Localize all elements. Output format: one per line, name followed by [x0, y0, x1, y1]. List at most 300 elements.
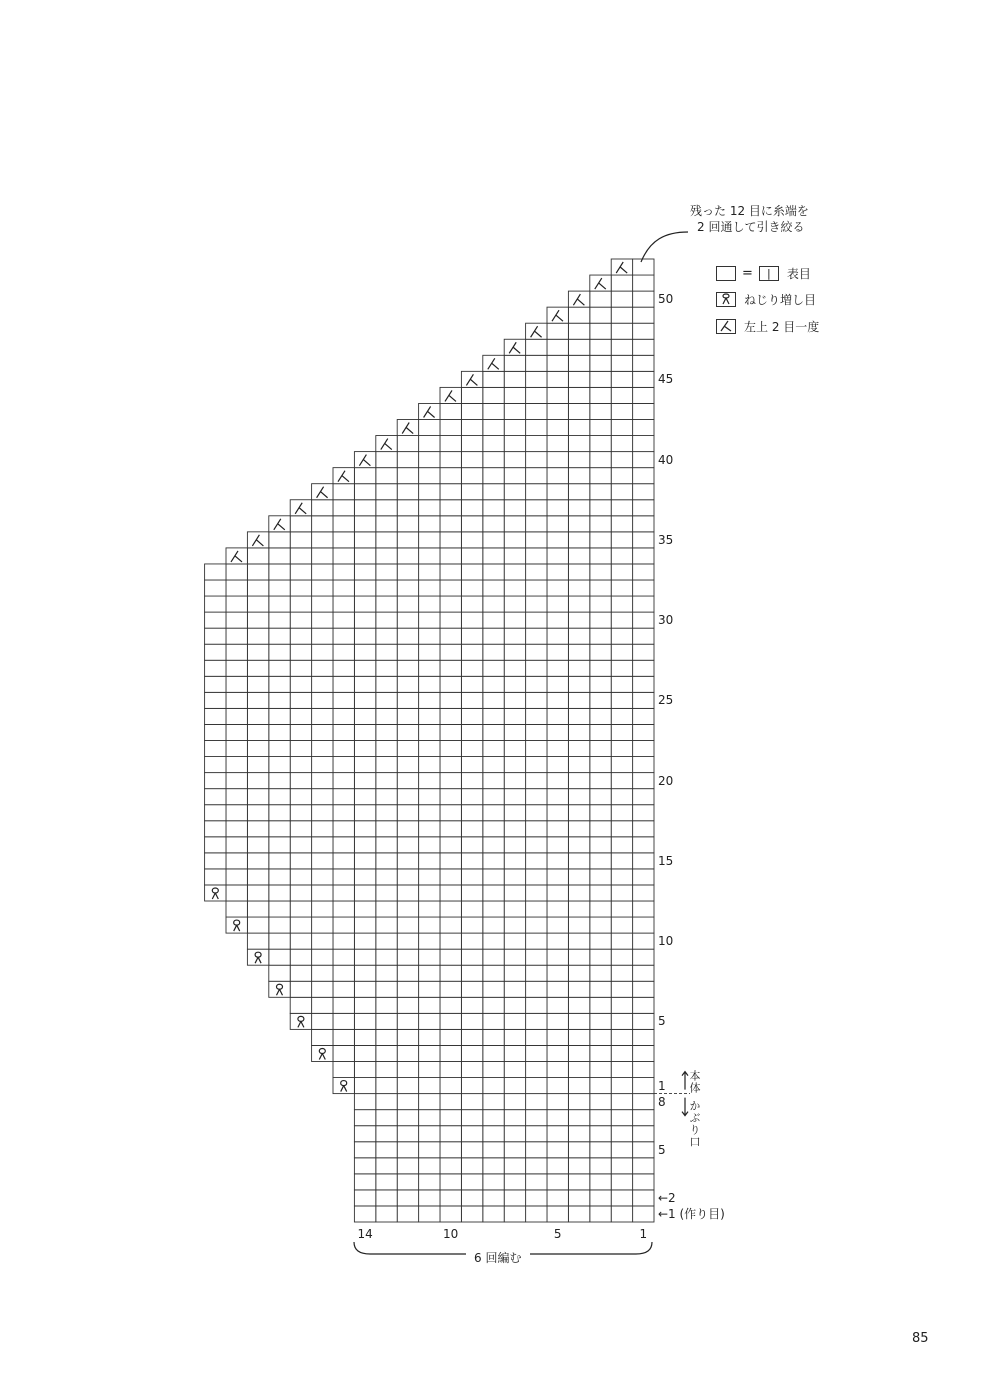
grid-cell [568, 468, 589, 484]
grid-cell [483, 516, 504, 532]
grid-cell [333, 644, 354, 660]
grid-cell [354, 997, 375, 1013]
grid-cell [504, 548, 525, 564]
grid-cell [397, 741, 418, 757]
grid-cell [504, 1174, 525, 1190]
grid-cell [397, 949, 418, 965]
grid-cell [354, 1094, 375, 1110]
grid-cell [333, 516, 354, 532]
grid-cell [397, 692, 418, 708]
grid-cell [312, 997, 333, 1013]
grid-cell [354, 676, 375, 692]
grid-cell [205, 773, 226, 789]
grid-cell [526, 949, 547, 965]
grid-cell [397, 580, 418, 596]
grid-cell [590, 901, 611, 917]
grid-cell [483, 484, 504, 500]
grid-cell [376, 1013, 397, 1029]
grid-cell [333, 1029, 354, 1045]
grid-cell [590, 837, 611, 853]
grid-cell [397, 757, 418, 773]
grid-cell [547, 1062, 568, 1078]
grid-cell [333, 981, 354, 997]
grid-cell [568, 1158, 589, 1174]
grid-cell [611, 692, 632, 708]
grid-cell [590, 644, 611, 660]
grid-cell [461, 644, 482, 660]
grid-cell [440, 1078, 461, 1094]
grid-cell [290, 757, 311, 773]
grid-cell [483, 885, 504, 901]
grid-cell [504, 805, 525, 821]
grid-cell [461, 1110, 482, 1126]
grid-cell [354, 1190, 375, 1206]
grid-cell [611, 1190, 632, 1206]
grid-cell [226, 789, 247, 805]
grid-cell [568, 805, 589, 821]
grid-cell [526, 773, 547, 789]
grid-cell [633, 1062, 654, 1078]
grid-cell [483, 757, 504, 773]
grid-cell [526, 436, 547, 452]
grid-cell [611, 724, 632, 740]
top-note-line1: 残った 12 目に糸端を [690, 204, 809, 218]
grid-cell [504, 452, 525, 468]
grid-cell [397, 1029, 418, 1045]
grid-cell [461, 1094, 482, 1110]
grid-cell [568, 885, 589, 901]
grid-cell [312, 917, 333, 933]
grid-cell [247, 580, 268, 596]
grid-cell [568, 307, 589, 323]
grid-cell [568, 997, 589, 1013]
grid-cell [440, 468, 461, 484]
grid-cell [247, 676, 268, 692]
grid-cell [504, 837, 525, 853]
grid-cell [312, 949, 333, 965]
grid-cell [333, 548, 354, 564]
grid-cell [483, 1013, 504, 1029]
grid-cell [333, 997, 354, 1013]
grid-cell [611, 307, 632, 323]
grid-cell [526, 981, 547, 997]
grid-cell [354, 724, 375, 740]
grid-cell [247, 660, 268, 676]
grid-cell [461, 741, 482, 757]
grid-cell [376, 805, 397, 821]
grid-cell [590, 1045, 611, 1061]
repeat-note: 6 回編む [474, 1251, 522, 1265]
grid-cell [333, 965, 354, 981]
grid-cell [504, 1013, 525, 1029]
grid-cell [633, 339, 654, 355]
grid-cell [269, 901, 290, 917]
grid-cell [354, 708, 375, 724]
grid-cell [440, 1062, 461, 1078]
grid-cell [440, 500, 461, 516]
grid-cell [568, 741, 589, 757]
grid-cell [483, 1174, 504, 1190]
grid-cell [611, 885, 632, 901]
grid-cell [547, 548, 568, 564]
grid-cell [419, 901, 440, 917]
grid-cell [333, 596, 354, 612]
grid-cell [611, 500, 632, 516]
grid-cell [504, 580, 525, 596]
grid-cell [547, 596, 568, 612]
grid-cell [226, 548, 247, 564]
grid-cell [633, 436, 654, 452]
grid-cell [483, 644, 504, 660]
grid-cell [269, 644, 290, 660]
grid-cell [290, 516, 311, 532]
grid-cell [504, 628, 525, 644]
grid-cell [440, 452, 461, 468]
grid-cell [633, 708, 654, 724]
grid-cell [354, 805, 375, 821]
grid-cell [611, 516, 632, 532]
grid-cell [633, 949, 654, 965]
column-label: 14 [357, 1227, 373, 1241]
grid-cell [568, 837, 589, 853]
grid-cell [290, 821, 311, 837]
grid-cell [419, 821, 440, 837]
grid-cell [397, 1126, 418, 1142]
grid-cell [333, 612, 354, 628]
grid-cell [397, 612, 418, 628]
grid-cell [633, 516, 654, 532]
grid-cell [269, 837, 290, 853]
grid-cell [354, 933, 375, 949]
grid-cell [354, 516, 375, 532]
grid-cell [333, 676, 354, 692]
grid-cell [397, 452, 418, 468]
grid-cell [354, 500, 375, 516]
grid-cell [547, 1190, 568, 1206]
grid-cell [483, 468, 504, 484]
grid-cell [376, 997, 397, 1013]
grid-cell [526, 371, 547, 387]
grid-cell [440, 1158, 461, 1174]
grid-cell [312, 564, 333, 580]
grid-cell [633, 1013, 654, 1029]
grid-cell [376, 1094, 397, 1110]
grid-cell [526, 580, 547, 596]
grid-cell [547, 339, 568, 355]
grid-cell [354, 1126, 375, 1142]
grid-cell [461, 869, 482, 885]
grid-cell [633, 452, 654, 468]
grid-cell [590, 371, 611, 387]
grid-cell [547, 708, 568, 724]
grid-cell [504, 596, 525, 612]
grid-cell [333, 741, 354, 757]
grid-cell [290, 933, 311, 949]
grid-cell [397, 933, 418, 949]
grid-cell [633, 564, 654, 580]
grid-cell [269, 773, 290, 789]
grid-cell [376, 757, 397, 773]
grid-cell [440, 741, 461, 757]
grid-cell [504, 420, 525, 436]
column-label: 1 [639, 1227, 648, 1241]
grid-cell [333, 724, 354, 740]
grid-cell [226, 853, 247, 869]
grid-cell [354, 949, 375, 965]
grid-cell [483, 1045, 504, 1061]
grid-cell [333, 660, 354, 676]
grid-cell [290, 724, 311, 740]
grid-cell [397, 885, 418, 901]
grid-cell [226, 757, 247, 773]
grid-cell [419, 644, 440, 660]
grid-cell [568, 580, 589, 596]
grid-cell [290, 789, 311, 805]
grid-cell [419, 981, 440, 997]
grid-cell [312, 612, 333, 628]
grid-cell [547, 757, 568, 773]
grid-cell [526, 1078, 547, 1094]
grid-cell [611, 869, 632, 885]
grid-cell [568, 1013, 589, 1029]
grid-cell [526, 596, 547, 612]
grid-cell [526, 548, 547, 564]
grid-cell [440, 757, 461, 773]
grid-cell [269, 933, 290, 949]
grid-cell [547, 1158, 568, 1174]
grid-cell [419, 564, 440, 580]
grid-cell [376, 1190, 397, 1206]
grid-cell [226, 885, 247, 901]
grid-cell [376, 965, 397, 981]
grid-cell [504, 1078, 525, 1094]
grid-cell [526, 757, 547, 773]
top-note-line2: 2 回通して引き絞る [697, 220, 805, 234]
grid-cell [633, 596, 654, 612]
grid-cell [590, 660, 611, 676]
grid-cell [397, 853, 418, 869]
grid-cell [397, 917, 418, 933]
grid-cell [568, 965, 589, 981]
grid-cell [611, 997, 632, 1013]
grid-cell [547, 789, 568, 805]
grid-cell [547, 965, 568, 981]
grid-cell [504, 869, 525, 885]
grid-cell [440, 580, 461, 596]
grid-cell [526, 420, 547, 436]
grid-cell [483, 580, 504, 596]
grid-cell [633, 692, 654, 708]
grid-cell [205, 821, 226, 837]
grid-cell [290, 500, 311, 516]
grid-cell [504, 660, 525, 676]
grid-cell [504, 1110, 525, 1126]
grid-cell [633, 612, 654, 628]
grid-cell [376, 853, 397, 869]
grid-cell [547, 1045, 568, 1061]
grid-cell [547, 773, 568, 789]
grid-cell [611, 1158, 632, 1174]
grid-cell [526, 741, 547, 757]
grid-cell [205, 757, 226, 773]
grid-cell [504, 885, 525, 901]
grid-cell [290, 997, 311, 1013]
grid-cell [440, 1094, 461, 1110]
grid-cell [526, 805, 547, 821]
grid-cell [440, 564, 461, 580]
grid-cell [633, 837, 654, 853]
grid-cell [419, 660, 440, 676]
grid-cell [633, 821, 654, 837]
empty-cell-icon [716, 266, 736, 281]
grid-cell [483, 676, 504, 692]
grid-cell [290, 532, 311, 548]
grid-cell [397, 1190, 418, 1206]
grid-cell [354, 548, 375, 564]
grid-cell [568, 420, 589, 436]
grid-cell [354, 741, 375, 757]
grid-cell [440, 596, 461, 612]
grid-cell [440, 1190, 461, 1206]
grid-cell [461, 1126, 482, 1142]
grid-cell [526, 1206, 547, 1222]
column-label: 10 [443, 1227, 459, 1241]
grid-cell [461, 660, 482, 676]
grid-cell [483, 532, 504, 548]
grid-cell [568, 708, 589, 724]
grid-cell [205, 853, 226, 869]
grid-cell [526, 724, 547, 740]
grid-cell [547, 660, 568, 676]
grid-cell [226, 612, 247, 628]
grid-cell [611, 1142, 632, 1158]
grid-cell [504, 965, 525, 981]
grid-cell [419, 853, 440, 869]
grid-cell [440, 548, 461, 564]
grid-cell [290, 805, 311, 821]
grid-cell [397, 436, 418, 452]
legend-twist-increase [716, 290, 816, 308]
grid-cell [547, 516, 568, 532]
grid-cell [526, 323, 547, 339]
grid-cell [483, 612, 504, 628]
grid-cell [397, 564, 418, 580]
row-label: 50 [658, 292, 674, 307]
grid-cell [483, 500, 504, 516]
grid-cell [590, 436, 611, 452]
grid-cell [611, 596, 632, 612]
grid-cell [247, 612, 268, 628]
grid-cell [269, 612, 290, 628]
grid-cell [247, 548, 268, 564]
grid-cell [205, 692, 226, 708]
grid-cell [247, 789, 268, 805]
grid-cell [397, 837, 418, 853]
grid-cell [568, 917, 589, 933]
grid-cell [205, 596, 226, 612]
grid-cell [376, 981, 397, 997]
grid-cell [526, 660, 547, 676]
grid-cell [376, 1126, 397, 1142]
grid-cell [354, 660, 375, 676]
grid-cell [419, 1126, 440, 1142]
grid-cell [483, 1078, 504, 1094]
grid-cell [397, 468, 418, 484]
grid-cell [611, 1174, 632, 1190]
grid-cell [526, 789, 547, 805]
grid-cell [461, 500, 482, 516]
grid-cell [526, 853, 547, 869]
grid-cell [290, 692, 311, 708]
grid-cell [633, 532, 654, 548]
grid-cell [590, 789, 611, 805]
grid-cell [504, 564, 525, 580]
grid-cell [419, 1206, 440, 1222]
grid-cell [590, 805, 611, 821]
grid-cell [312, 660, 333, 676]
grid-cell [547, 997, 568, 1013]
grid-cell [440, 644, 461, 660]
grid-cell [590, 1158, 611, 1174]
grid-cell [483, 403, 504, 419]
grid-cell [312, 644, 333, 660]
grid-cell [483, 660, 504, 676]
grid-cell [312, 773, 333, 789]
grid-cell [290, 580, 311, 596]
grid-cell [633, 259, 654, 275]
grid-cell [568, 692, 589, 708]
grid-cell [440, 1126, 461, 1142]
grid-cell [376, 869, 397, 885]
twist-increase-icon [716, 292, 736, 307]
grid-cell [376, 1206, 397, 1222]
grid-cell [205, 805, 226, 821]
grid-cell [354, 596, 375, 612]
grid-cell [419, 1094, 440, 1110]
grid-cell [397, 420, 418, 436]
grid-cell [397, 532, 418, 548]
grid-cell [376, 789, 397, 805]
grid-cell [611, 291, 632, 307]
grid-cell [354, 468, 375, 484]
grid-cell [354, 837, 375, 853]
grid-cell [547, 821, 568, 837]
grid-cell [226, 821, 247, 837]
grid-cell [483, 436, 504, 452]
grid-cell [611, 275, 632, 291]
grid-cell [205, 837, 226, 853]
grid-cell [633, 789, 654, 805]
grid-cell [312, 1013, 333, 1029]
grid-cell [590, 676, 611, 692]
grid-cell [205, 628, 226, 644]
grid-cell [590, 468, 611, 484]
grid-cell [483, 773, 504, 789]
grid-cell [312, 596, 333, 612]
row-label: 1 [658, 1078, 666, 1093]
grid-cell [312, 500, 333, 516]
grid-cell [568, 387, 589, 403]
grid-cell [483, 1110, 504, 1126]
grid-cell [590, 949, 611, 965]
grid-cell [526, 644, 547, 660]
grid-cell [205, 724, 226, 740]
grid-cell [419, 917, 440, 933]
grid-cell [504, 1126, 525, 1142]
grid-cell [590, 564, 611, 580]
grid-cell [633, 371, 654, 387]
grid-cell [483, 1158, 504, 1174]
